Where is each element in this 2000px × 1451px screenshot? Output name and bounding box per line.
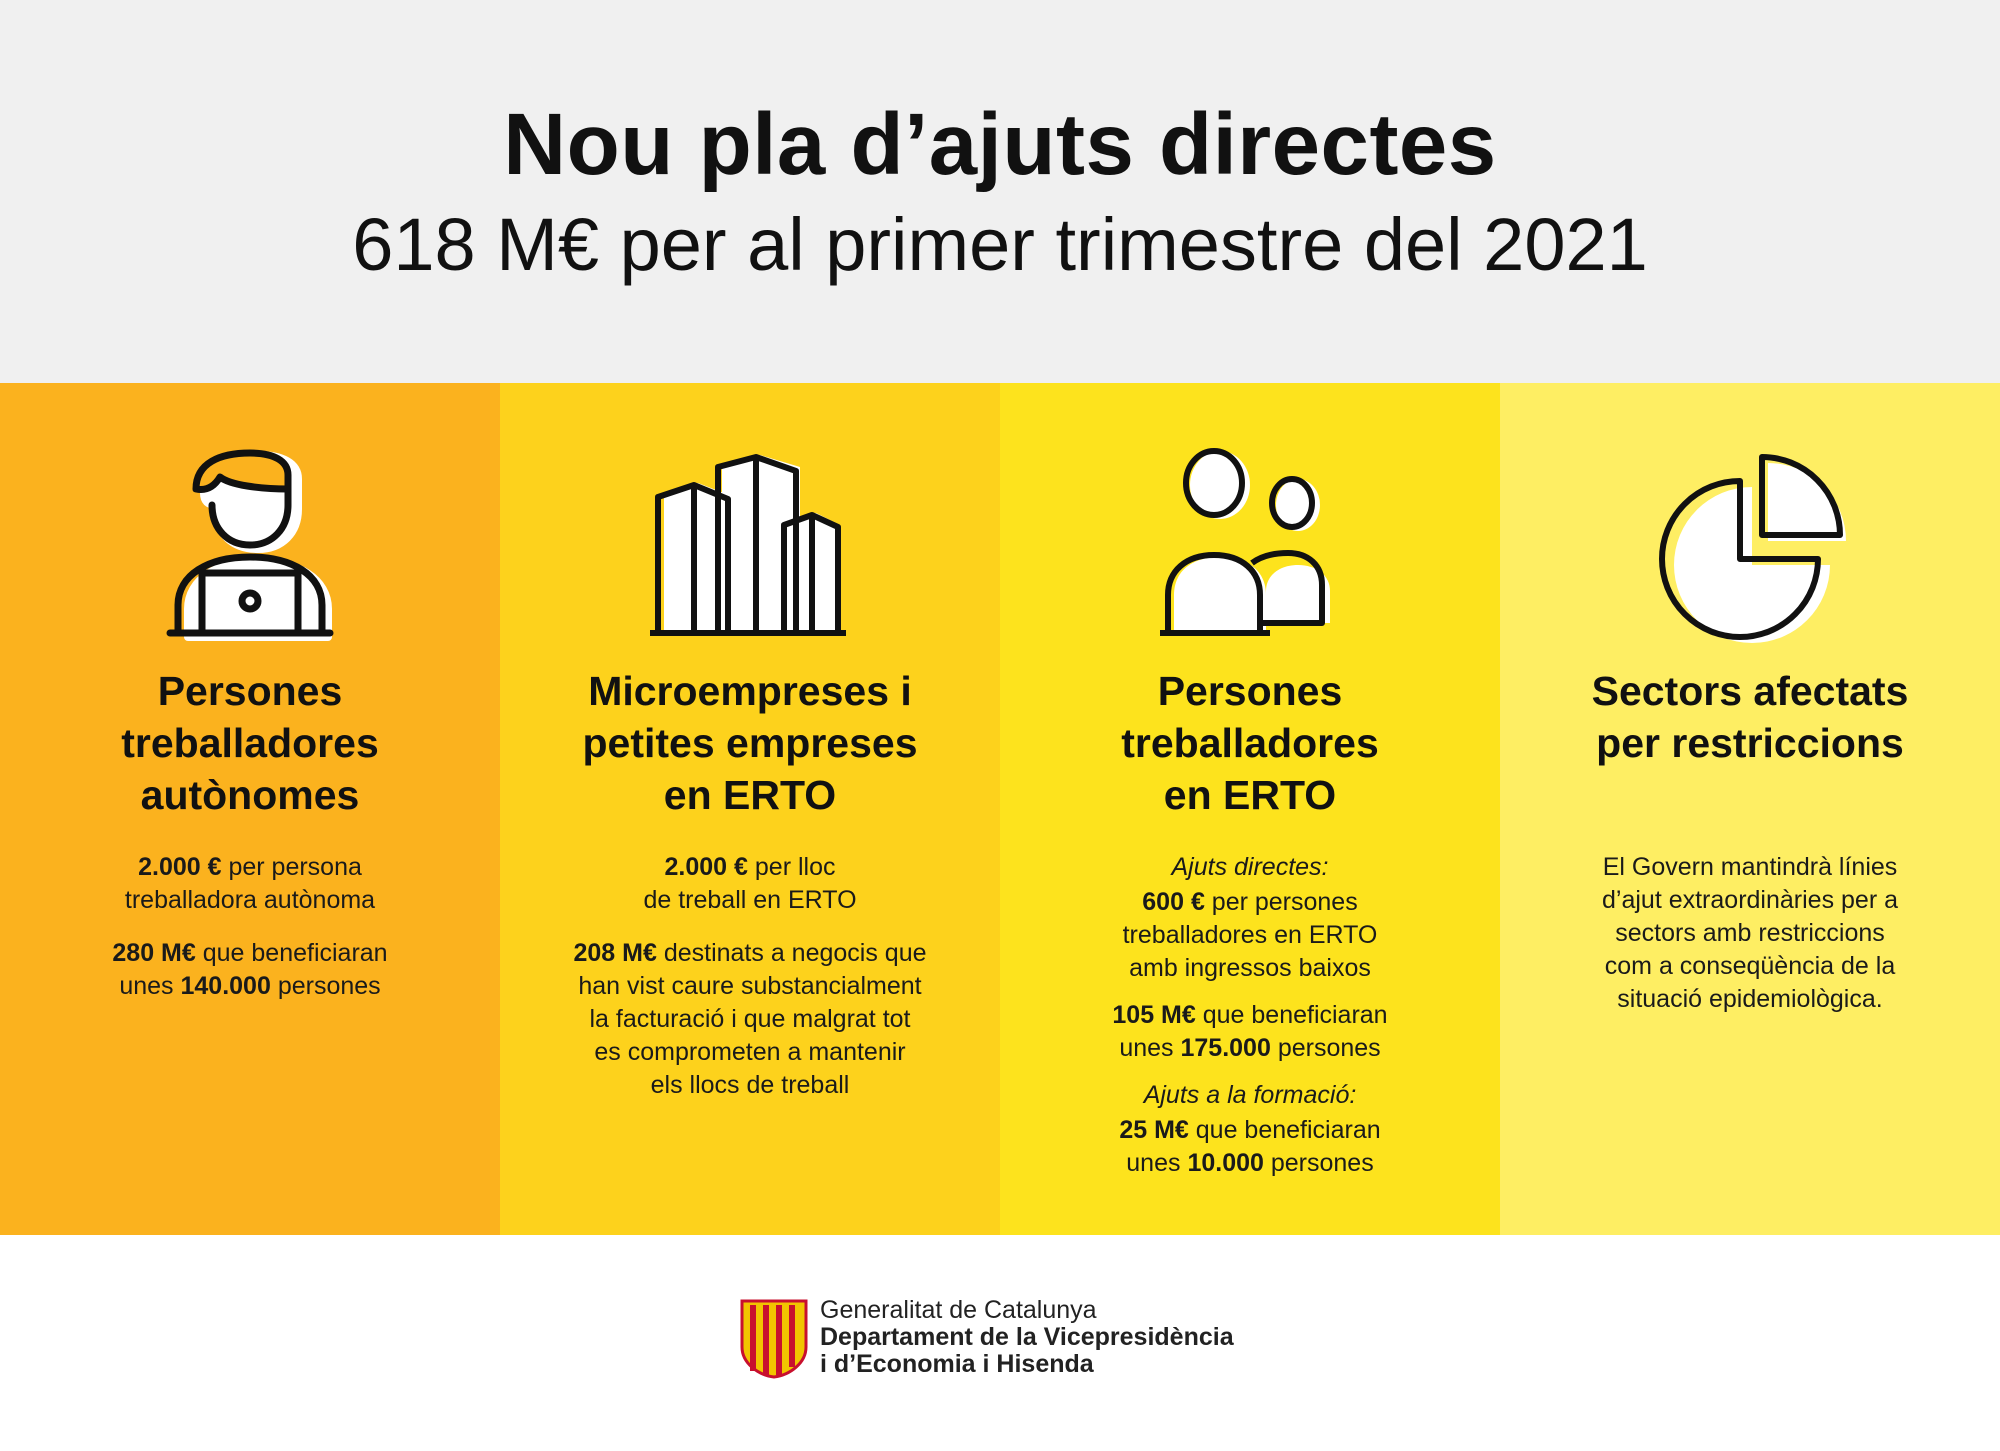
panel-erto-workers xyxy=(1000,383,1500,1235)
panel-title-line: autònomes xyxy=(140,772,360,818)
amount-text: de treball en ERTO xyxy=(643,886,857,914)
budget-value: 25 M€ xyxy=(1119,1116,1189,1144)
amount-text: amb ingressos baixos xyxy=(1129,954,1371,982)
section-label: Ajuts a la formació: xyxy=(1143,1081,1357,1109)
amount-text: per persones xyxy=(1204,888,1358,916)
panel-title xyxy=(1520,665,1980,769)
panel-title-line: Sectors afectats xyxy=(1591,668,1909,714)
panel-small-businesses xyxy=(500,383,1000,1235)
budget-text: destinats a negocis que xyxy=(656,939,927,967)
budget-text: es comprometen a mantenir xyxy=(594,1038,906,1066)
budget-text: unes xyxy=(119,972,181,1000)
total-budget xyxy=(30,937,470,1003)
description-text: d’ajut extraordinàries per a xyxy=(1602,886,1898,914)
panel-title-line: treballadores xyxy=(1121,720,1379,766)
buildings-icon xyxy=(650,445,850,645)
budget-text: que beneficiaran xyxy=(1195,1001,1388,1029)
budget-text: que beneficiaran xyxy=(195,939,388,967)
amount-value: 2.000 € xyxy=(664,853,748,881)
page-title: Nou pla d’ajuts directes xyxy=(503,96,1497,193)
amount-value: 600 € xyxy=(1142,888,1205,916)
budget-text: la facturació i que malgrat tot xyxy=(589,1005,911,1033)
budget-text: els llocs de treball xyxy=(650,1071,850,1099)
worker-laptop-icon xyxy=(150,445,350,645)
training-budget xyxy=(1030,1114,1470,1180)
description-text: El Govern mantindrà línies xyxy=(1602,853,1898,881)
budget-value: 105 M€ xyxy=(1112,1001,1196,1029)
panel-autonomous-workers xyxy=(0,383,500,1235)
amount-text: treballadora autònoma xyxy=(124,886,376,914)
panel-body xyxy=(1530,851,1970,1036)
panel-title-line: treballadores xyxy=(121,720,379,766)
page-subtitle: 618 M€ per al primer trimestre del 2021 xyxy=(352,203,1648,286)
panel-body xyxy=(1030,851,1470,1194)
panel-icon-wrap xyxy=(1000,445,1500,645)
budget-value: 208 M€ xyxy=(573,939,657,967)
section-label: Ajuts directes: xyxy=(1171,853,1329,881)
footer-line: Generalitat de Catalunya xyxy=(820,1296,1097,1324)
sector-description xyxy=(1530,851,1970,1016)
amount-per-job xyxy=(530,851,970,917)
total-budget xyxy=(1030,999,1470,1065)
panel-title-line: Persones xyxy=(157,668,343,714)
panel-title-line: petites empreses xyxy=(582,720,918,766)
panel-title-line: Persones xyxy=(1157,668,1343,714)
panel-title-line: per restriccions xyxy=(1596,720,1904,766)
panel-title xyxy=(20,665,480,821)
panel-icon-wrap xyxy=(1500,445,2000,645)
budget-text: unes xyxy=(1126,1149,1188,1177)
panels-row xyxy=(0,383,2000,1235)
generalitat-shield-icon xyxy=(738,1297,810,1379)
beneficiaries-value: 140.000 xyxy=(180,972,271,1000)
budget-value: 280 M€ xyxy=(112,939,196,967)
amount-text: treballadores en ERTO xyxy=(1122,921,1378,949)
amount-value: 2.000 € xyxy=(138,853,222,881)
amount-per-person xyxy=(30,851,470,917)
header xyxy=(0,0,2000,383)
budget-text: persones xyxy=(270,972,381,1000)
description-text: situació epidemiològica. xyxy=(1617,985,1883,1013)
panel-body xyxy=(30,851,470,1023)
panel-restricted-sectors xyxy=(1500,383,2000,1235)
panel-title-line: Microempreses i xyxy=(588,668,912,714)
budget-text: han vist caure substancialment xyxy=(578,972,922,1000)
budget-text: que beneficiaran xyxy=(1188,1116,1381,1144)
description-text: sectors amb restriccions xyxy=(1615,919,1885,947)
description-text: com a conseqüència de la xyxy=(1604,952,1896,980)
budget-text: persones xyxy=(1270,1034,1381,1062)
panel-title xyxy=(520,665,980,821)
panel-icon-wrap xyxy=(0,445,500,645)
amount-per-person xyxy=(1030,886,1470,985)
panel-title-line: en ERTO xyxy=(1163,772,1337,818)
budget-text: persones xyxy=(1263,1149,1374,1177)
budget-text: unes xyxy=(1119,1034,1181,1062)
people-icon xyxy=(1150,445,1350,645)
beneficiaries-value: 175.000 xyxy=(1180,1034,1271,1062)
amount-text: per lloc xyxy=(747,853,836,881)
footer-line-department: Departament de la Vicepresidència xyxy=(820,1323,1234,1351)
beneficiaries-value: 10.000 xyxy=(1187,1149,1264,1177)
footer-line-department: i d’Economia i Hisenda xyxy=(820,1350,1094,1378)
amount-text: per persona xyxy=(221,853,362,881)
panel-title-line: en ERTO xyxy=(663,772,837,818)
total-budget xyxy=(530,937,970,1102)
pie-chart-icon xyxy=(1650,445,1850,645)
panel-title xyxy=(1020,665,1480,821)
footer-organization xyxy=(820,1297,1420,1378)
panel-icon-wrap xyxy=(500,445,1000,645)
panel-body xyxy=(530,851,970,1122)
